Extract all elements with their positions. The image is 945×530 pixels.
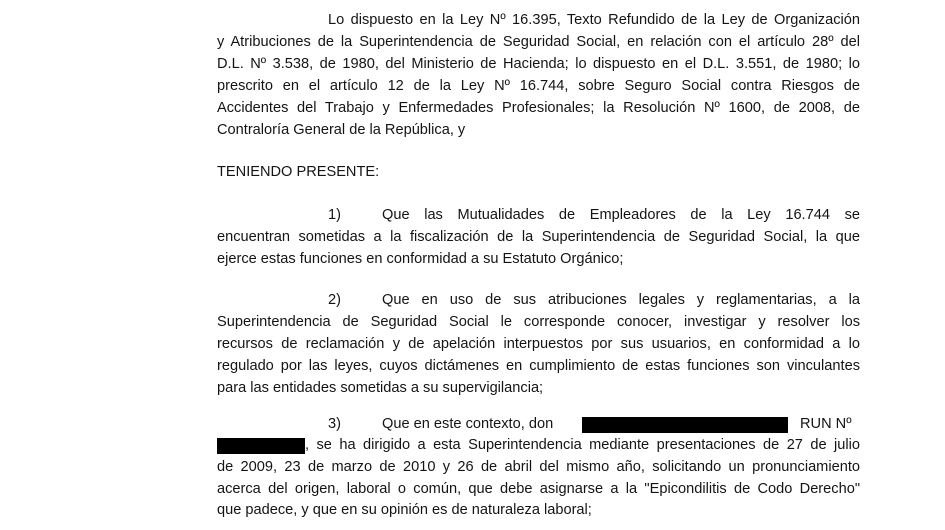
- list-item-line: ejerce estas funciones en conformidad a su Estatuto Orgánico;: [217, 251, 624, 267]
- item-text: Que en este contexto, don: [382, 416, 554, 432]
- item-number: 1): [328, 207, 341, 223]
- preamble-line: Accidentes del Trabajo y Enfermedades Profesionales; la Resolución Nº 1600, de 2008, de: [217, 100, 860, 116]
- run-label: RUN Nº: [800, 416, 852, 432]
- list-item-line: que padece, y que en su opinión es de naturaleza laboral;: [217, 502, 592, 518]
- item-text: Que en uso de sus atribuciones legales y reglamentarias, a la: [382, 292, 860, 308]
- list-item-line: , se ha dirigido a esta Superintendencia mediante presentaciones de 27 de julio: [305, 437, 860, 453]
- redacted-run: [217, 438, 305, 454]
- redacted-name: [582, 417, 788, 433]
- list-item-line: Superintendencia de Seguridad Social le corresponde conocer, investigar y resolver los: [217, 314, 860, 330]
- list-item-line: regulado por las leyes, cuyos dictámenes en cumplimiento de estas funciones son vinculantes: [217, 358, 860, 374]
- list-item-first-line: [328, 290, 860, 311]
- item-number: 3): [328, 416, 341, 432]
- list-item-line: para las entidades sometidas a su supervigilancia;: [217, 380, 544, 396]
- list-item-line: encuentran sometidas a la fiscalización de la Superintendencia de Seguridad Social, la que: [217, 229, 860, 245]
- list-item-line: de 2009, 23 de marzo de 2010 y 26 de abril del mismo año, solicitando un pronunciamiento: [217, 459, 860, 475]
- preamble-line: prescrito en el artículo 12 de la Ley Nº 16.744, sobre Seguro Social contra Riesgos de: [217, 78, 860, 94]
- preamble-line: Lo dispuesto en la Ley Nº 16.395, Texto Refundido de la Ley de Organización: [328, 12, 860, 28]
- item-number: 2): [328, 292, 341, 308]
- list-item-first-line: [328, 205, 860, 226]
- preamble-line: Contraloría General de la República, y: [217, 122, 466, 138]
- list-item-line: recursos de reclamación y de apelación interpuestos por sus usuarios, en conformidad a lo: [217, 336, 860, 352]
- section-heading: TENIENDO PRESENTE:: [217, 164, 380, 180]
- item-text: Que las Mutualidades de Empleadores de la Ley 16.744 se: [382, 207, 860, 223]
- preamble-line: y Atribuciones de la Superintendencia de Seguridad Social, en relación con el artículo 28º del: [217, 34, 860, 50]
- preamble-line: D.L. Nº 3.538, de 1980, del Ministerio de Hacienda; lo dispuesto en el D.L. 3.551, de 1980; lo: [217, 56, 860, 72]
- list-item-line: acerca del origen, laboral o común, que debe asignarse a la "Epicondilitis de Codo Derecho": [217, 481, 860, 497]
